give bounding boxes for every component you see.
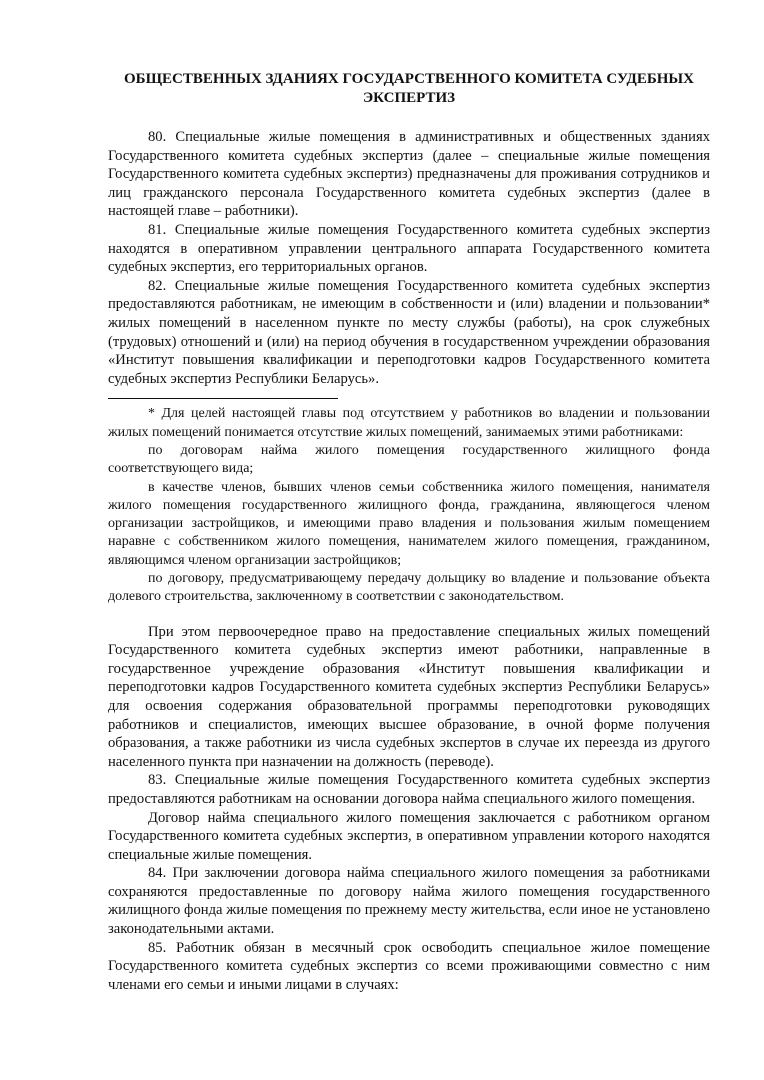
footnote-intro: * Для целей настоящей главы под отсутствием у работников во владении и пользовании жилых помещений понимается отсутствие жилых помещений, занимаемых этими работниками: xyxy=(108,406,710,440)
paragraph-85: 85. Работник обязан в месячный срок освободить специальное жилое помещение Государственного комитета судебных экспертиз со всеми проживающими совместно с ним членами его семьи и иными лицами в случаях: xyxy=(108,939,710,993)
paragraph-84: 84. При заключении договора найма специального жилого помещения за работниками сохраняются предоставленные по договору найма жилого помещения государственного жилищного фонда жилые помещения по прежнему месту жительства, если иное не установлено законодательными актами. xyxy=(108,865,710,938)
paragraph-80: 80. Специальные жилые помещения в административных и общественных зданиях Государственного комитета судебных экспертиз (далее – специальные жилые помещения Государственного комитета судебных экспертиз) предназначены для проживания сотрудников и лиц гражданского персонала Государственного комитета судебных экспертиз (далее в настоящей главе – работники). xyxy=(108,129,710,220)
footnote-item: по договорам найма жилого помещения государственного жилищного фонда соответствующего вида; xyxy=(108,442,710,477)
footnote-divider xyxy=(108,398,338,399)
spacer xyxy=(108,607,710,623)
document-page xyxy=(108,70,710,994)
footnote-item: в качестве членов, бывших членов семьи собственника жилого помещения, нанимателя жилого помещения государственного жилищного фонда, гражданина, являющегося членом организации застройщиков, и имеющими право владения и пользования жилым помещением наравне с собственником жилого помещения, нанимателем жилого помещения, гражданином, являющимся членом организации застройщиков; xyxy=(108,479,710,568)
paragraph-81: 81. Специальные жилые помещения Государственного комитета судебных экспертиз находятся в оперативном управлении центрального аппарата Государственного комитета судебных экспертиз, его территориальных органов. xyxy=(108,221,710,276)
paragraph-83: 83. Специальные жилые помещения Государственного комитета судебных экспертиз предоставляются работникам на основании договора найма специального жилого помещения. xyxy=(108,772,710,807)
section-title: ОБЩЕСТВЕННЫХ ЗДАНИЯХ ГОСУДАРСТВЕННОГО КОМИТЕТА СУДЕБНЫХ ЭКСПЕРТИЗ xyxy=(124,71,694,106)
footnote-item: по договору, предусматривающему передачу дольщику во владение и пользование объекта долевого строительства, заключенному в соответствии с законодательством. xyxy=(108,570,710,605)
paragraph-82: 82. Специальные жилые помещения Государственного комитета судебных экспертиз предоставляются работникам, не имеющим в собственности и (или) владении и пользовании* жилых помещений в населенном пункте по месту службы (работы), на срок служебных (трудовых) отношений и (или) на период обучения в государственном учреждении образования «Институт повышения квалификации и переподготовки кадров Государственного комитета судебных экспертиз Республики Беларусь». xyxy=(108,277,710,387)
paragraph-priority-right: При этом первоочередное право на предоставление специальных жилых помещений Государственного комитета судебных экспертиз имеют работники, направленные в государственное учреждение образования «Институт повышения квалификации и переподготовки кадров Государственного комитета судебных экспертиз Республики Беларусь» для освоения содержания образовательной программы переподготовки руководящих работников и специалистов, имеющих высшее образование, в очной форме получения образования, а также работники из числа судебных экспертов в случае их переезда из другого населенного пункта при назначении на должность (переводе). xyxy=(108,623,710,770)
paragraph-83-contract: Договор найма специального жилого помещения заключается с работником органом Государственного комитета судебных экспертиз, в оперативном управлении которого находятся специальные жилые помещения. xyxy=(108,809,710,863)
